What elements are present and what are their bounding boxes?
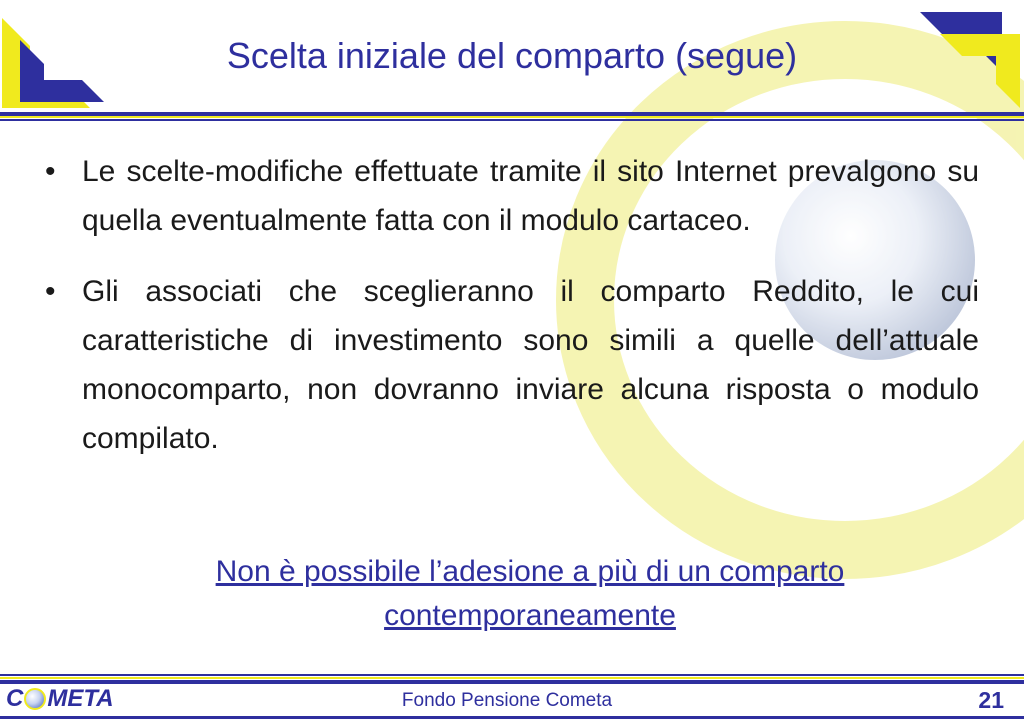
bullet-text: Le scelte-modifiche effettuate tramite il sito Internet prevalgono su quella eventualmente fatta con il modulo cartaceo. xyxy=(82,155,979,237)
bullet-item xyxy=(45,267,979,463)
header-separator xyxy=(0,112,1024,121)
page-number: 21 xyxy=(978,687,1004,713)
cometa-logo xyxy=(6,684,114,714)
bullet-text: Gli associati che sceglieranno il comparto Reddito, le cui caratteristiche di investimento sono simili a quelle dell’attuale monocomparto, non dovranno inviare alcuna risposta o modulo compilato. xyxy=(82,275,979,455)
bullet-item xyxy=(45,147,979,245)
slide-title: Scelta iniziale del comparto (segue) xyxy=(226,35,798,76)
footer-caption: Fondo Pensione Cometa xyxy=(401,690,613,711)
underlined-note: Non è possibile l’adesione a più di un comparto contemporaneamente xyxy=(215,555,845,632)
bullet-marker: • xyxy=(45,155,56,188)
logo-text: META xyxy=(47,685,114,712)
bullet-list xyxy=(45,147,979,463)
globe-icon xyxy=(24,688,46,710)
logo-letter: C xyxy=(6,685,24,712)
bullet-marker: • xyxy=(45,275,56,308)
top-left-corner-mark xyxy=(2,18,104,108)
